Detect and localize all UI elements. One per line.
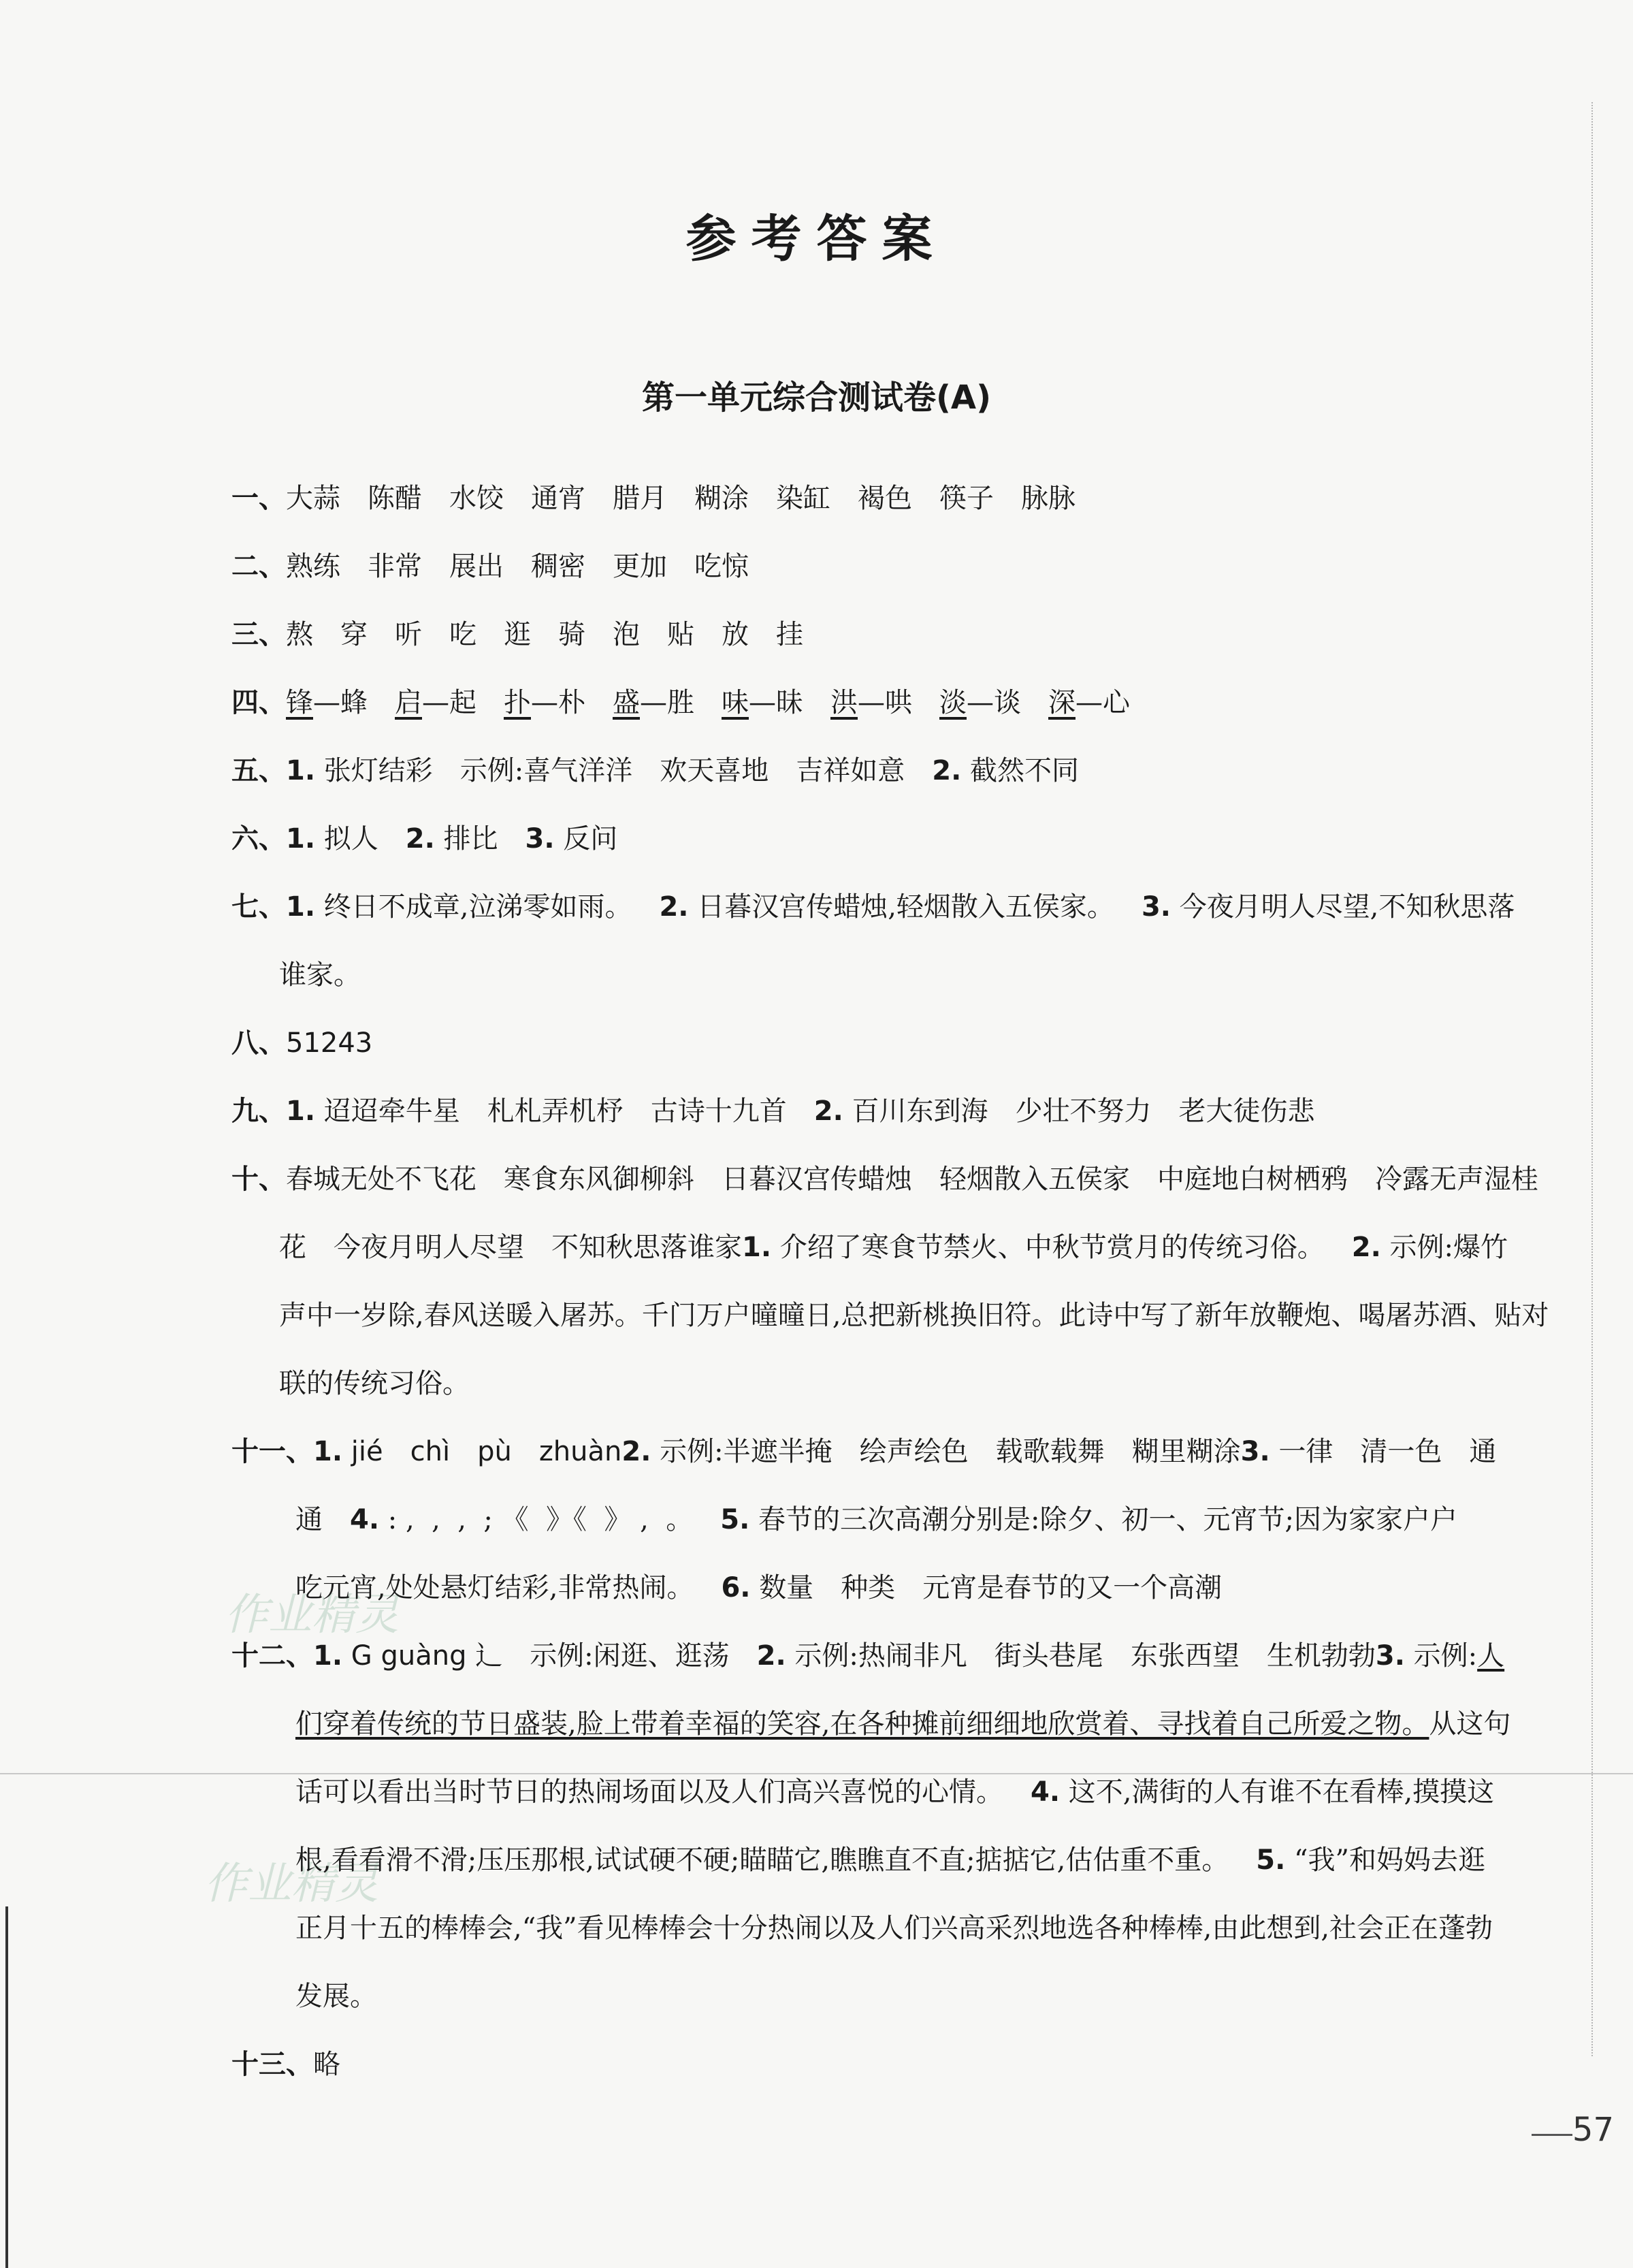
answer-item: 贴 [667,619,694,650]
correct-char: —哄 [858,687,912,718]
answer-item: zhuàn [538,1436,622,1467]
sub-number: 5. [1256,1844,1286,1876]
answer-list [286,619,803,650]
binding-edge [5,1906,8,2268]
question-label: 六、 [231,823,286,855]
answer-item: 听 [395,619,422,650]
pair-list [286,687,1130,718]
char-pair [722,687,803,718]
answer-item: 不知秋思落谁家 [551,1232,742,1263]
answer-text: 通 [295,1504,323,1535]
answer-line-10-cont1 [231,1213,1566,1281]
answer-text: 吉祥如意 [796,755,905,786]
answer-text: 截然不同 [969,755,1079,786]
answer-text: 介绍了寒食节禁火、中秋节赏月的传统习俗。 [779,1232,1325,1263]
char-pair [939,687,1021,718]
question-label: 三、 [231,619,286,650]
correct-char: —昧 [749,687,803,718]
section-title: 第一单元综合测试卷(A) [641,379,992,417]
answer-list [1278,1436,1496,1467]
answer-line-11-cont2 [231,1554,1566,1622]
sub-number: 2. [659,891,689,923]
answer-text: 根,看看滑不滑;压压那根,试试硬不硬;瞄瞄它,瞧瞧直不直;掂掂它,估估重不重。 [295,1844,1229,1876]
correct-char: —起 [422,687,476,718]
wrong-char: 味 [722,687,749,718]
sub-number: 1. [286,823,316,855]
sub-number: 4. [350,1504,380,1535]
answer-item: 绘声绘色 [859,1436,969,1467]
correct-char: —心 [1076,687,1130,718]
answer-text: 古诗十九首 [650,1096,787,1127]
answer-content [231,464,1566,2098]
answer-text: 今夜月明人尽望,不知秋思落 [1179,891,1515,923]
answer-item: 中庭地白树栖鸦 [1157,1164,1348,1195]
answer-list [759,1572,1222,1603]
answer-item: 街头巷尾 [994,1640,1103,1672]
wrong-char: 启 [395,687,422,718]
answer-line-12-cont3 [231,1826,1566,1894]
answer-line-9 [231,1077,1566,1145]
page-title: 参考答案 [685,210,948,268]
answer-item: 穿 [340,619,368,650]
answer-text: 示例:喜气洋洋 [459,755,633,786]
wrong-char: 淡 [939,687,967,718]
correct-char: —朴 [531,687,585,718]
answer-item: 通 [1469,1436,1497,1467]
answer-line-11 [231,1418,1566,1486]
answer-line-12-cont1 [231,1690,1566,1758]
wrong-char: 锋 [286,687,313,718]
answer-item: 一律 [1278,1436,1333,1467]
answer-line-11-cont1 [231,1486,1566,1554]
sub-number: 2. [813,1096,843,1127]
char-pair [830,687,912,718]
answer-item: 今夜月明人尽望 [334,1232,524,1263]
answer-item: 东张西望 [1130,1640,1240,1672]
answer-item: 吃 [449,619,476,650]
answer-item: chì [410,1436,451,1467]
char-pair [286,687,368,718]
answer-list [286,551,749,582]
wrong-char: 深 [1048,687,1076,718]
question-label: 一、 [231,483,286,514]
answer-line-10-cont3: 联的传统习俗。 [279,1368,470,1399]
answer-line-13 [231,2030,1566,2098]
answer-line-2 [231,532,1566,601]
sub-number: 6. [721,1572,751,1603]
answer-line-7 [231,873,1566,941]
answer-item: 花 [279,1232,306,1263]
answer-item: 清一色 [1360,1436,1442,1467]
answer-item: 数量 [759,1572,814,1603]
question-label: 九、 [231,1096,286,1127]
correct-char: —蜂 [313,687,368,718]
question-label: 十、 [231,1164,286,1195]
sub-number: 1. [313,1436,343,1467]
answer-item: 种类 [841,1572,896,1603]
underlined-text: 们穿着传统的节日盛装,脸上带着幸福的笑容,在各种摊前细细地欣赏着、寻找着自己所爱之物。 [295,1708,1429,1740]
sub-number: 2. [932,755,962,786]
sub-number: 2. [405,823,435,855]
sub-number: 4. [1031,1776,1061,1808]
question-label: 十三、 [231,2049,313,2080]
answer-item: 泡 [613,619,640,650]
watermark-top: 作业精灵 [225,1590,399,1640]
answer-line-10-cont2: 声中一岁除,春风送暖入屠苏。千门万户曈曈日,总把新桃换旧符。此诗中写了新年放鞭炮、喝屠苏酒、贴对 [279,1300,1549,1331]
answer-item: 日暮汉宫传蜡烛 [722,1164,912,1195]
answer-text: 札札弄机杼 [487,1096,624,1127]
answer-text: 老大徒伤悲 [1178,1096,1315,1127]
answer-item: 冷露无声湿桂 [1375,1164,1538,1195]
answer-text: 这不,满街的人有谁不在看棒,摸摸这 [1068,1776,1495,1808]
answer-item: 脉脉 [1021,483,1076,514]
answer-item: 挂 [776,619,803,650]
answer-item: 糊涂 [694,483,749,514]
answer-line-7-cont: 谁家。 [279,959,361,991]
answer-item: 载歌载舞 [995,1436,1105,1467]
sub-number: 1. [286,755,316,786]
answer-line-6 [231,805,1566,873]
sub-number: 2. [756,1640,786,1672]
answer-line-5 [231,737,1566,805]
question-label: 十一、 [231,1436,313,1467]
answer-line-12-cont5: 发展。 [295,1981,377,2012]
answer-text: 反问 [563,823,618,855]
answer-text: “我”和妈妈去逛 [1294,1844,1485,1876]
sub-number: 1. [313,1640,343,1672]
watermark-bottom: 作业精灵 [204,1859,378,1909]
answer-item: 示例:半遮半掩 [660,1436,832,1467]
sub-number: 2. [621,1436,651,1467]
answer-item: 大蒜 [286,483,340,514]
answer-text: 少壮不努力 [1015,1096,1152,1127]
underlined-text: 人 [1477,1640,1505,1672]
answer-text: 示例:爆竹 [1389,1232,1508,1263]
answer-item: 展出 [449,551,504,582]
answer-item: 褐色 [858,483,912,514]
answer-text: 辶 [475,1640,503,1672]
page-number-dash [1532,2134,1572,2136]
answer-item: 稠密 [531,551,585,582]
answer-text: 从这句 [1429,1708,1511,1740]
answer-item: 陈醋 [368,483,422,514]
sub-number: 1. [286,891,316,923]
sub-number: 3. [525,823,555,855]
answer-text: G [351,1640,372,1672]
answer-item: 逛 [504,619,531,650]
answer-list [660,1436,1240,1467]
answer-text: 示例: [1413,1640,1478,1672]
question-label: 二、 [231,551,286,582]
answer-text: 欢天喜地 [660,755,769,786]
sub-number: 3. [1375,1640,1405,1672]
answer-text: 吃元宵,处处悬灯结彩,非常热闹。 [295,1572,694,1603]
wrong-char: 盛 [613,687,640,718]
answer-item: 通宵 [531,483,585,514]
answer-line-12-cont4: 正月十五的棒棒会,“我”看见棒棒会十分热闹以及人们兴高采烈地选各种棒棒,由此想到,社会正在蓬勃 [295,1913,1493,1944]
answer-item: 吃惊 [694,551,749,582]
answer-item: 筷子 [939,483,994,514]
answer-item: 轻烟散入五侯家 [939,1164,1130,1195]
answer-item: 更加 [613,551,667,582]
answer-text: 拟人 [323,823,378,855]
answer-item: 示例:热闹非凡 [794,1640,967,1672]
pinyin-list [351,1436,622,1467]
answer-list [794,1640,1375,1672]
answer-item: 腊月 [613,483,667,514]
answer-text: 排比 [443,823,498,855]
sub-number: 3. [1141,891,1171,923]
answer-item: 元宵是春节的又一个高潮 [922,1572,1223,1603]
question-label: 八、 [231,1027,286,1059]
wrong-char: 扑 [504,687,531,718]
question-label: 四、 [231,687,286,718]
page-number: 57 [1572,2111,1614,2149]
answer-list [286,483,1076,514]
answer-text: 张灯结彩 [323,755,433,786]
answer-item: 生机勃勃 [1266,1640,1376,1672]
answer-item: jié [351,1436,383,1467]
answer-text: 话可以看出当时节日的热闹场面以及人们高兴喜悦的心情。 [295,1776,1003,1808]
answer-line-1 [231,464,1566,532]
answer-line-12-cont2 [231,1758,1566,1826]
sub-number: 3. [1240,1436,1270,1467]
answer-line-10 [231,1145,1566,1213]
wrong-char: 洪 [830,687,858,718]
answer-text: 春节的三次高潮分别是:除夕、初一、元宵节;因为家家户户 [758,1504,1457,1535]
answer-text: 终日不成章,泣涕零如雨。 [323,891,632,923]
answer-item: 非常 [368,551,422,582]
answer-text: 日暮汉宫传蜡烛,轻烟散入五侯家。 [697,891,1114,923]
answer-item: 糊里糊涂 [1131,1436,1241,1467]
punctuation-answer: : , , , ; 《 》《 》 , 。 [387,1504,694,1535]
answer-item: 骑 [558,619,585,650]
answer-line-8 [231,1009,1566,1077]
sub-number: 1. [742,1232,772,1263]
answer-line-4 [231,669,1566,737]
poem-lines [279,1232,742,1263]
correct-char: —谈 [967,687,1021,718]
sub-number: 5. [720,1504,750,1535]
answer-item: pù [477,1436,512,1467]
answer-text: 略 [313,2049,340,2080]
char-pair [613,687,694,718]
sub-number: 1. [286,1096,316,1127]
sub-number: 2. [1351,1232,1381,1263]
answer-item: 放 [722,619,749,650]
answer-item: 水饺 [449,483,504,514]
correct-char: —胜 [640,687,694,718]
answer-text: guàng [381,1640,467,1672]
char-pair [395,687,476,718]
question-label: 五、 [231,755,286,786]
answer-item: 染缸 [776,483,830,514]
question-label: 七、 [231,891,286,923]
answer-item: 熬 [286,619,313,650]
answer-item: 熟练 [286,551,340,582]
answer-item: 寒食东风御柳斜 [504,1164,694,1195]
answer-text: 示例:闲逛、逛荡 [530,1640,730,1672]
question-label: 十二、 [231,1640,313,1672]
char-pair [504,687,585,718]
poem-lines [286,1164,1538,1195]
answer-text: 百川东到海 [852,1096,988,1127]
answer-line-12 [231,1622,1566,1690]
answer-line-3 [231,601,1566,669]
answer-text: 迢迢牵牛星 [323,1096,460,1127]
char-pair [1048,687,1130,718]
answer-item: 春城无处不飞花 [286,1164,476,1195]
answer-text: 51243 [286,1027,373,1059]
